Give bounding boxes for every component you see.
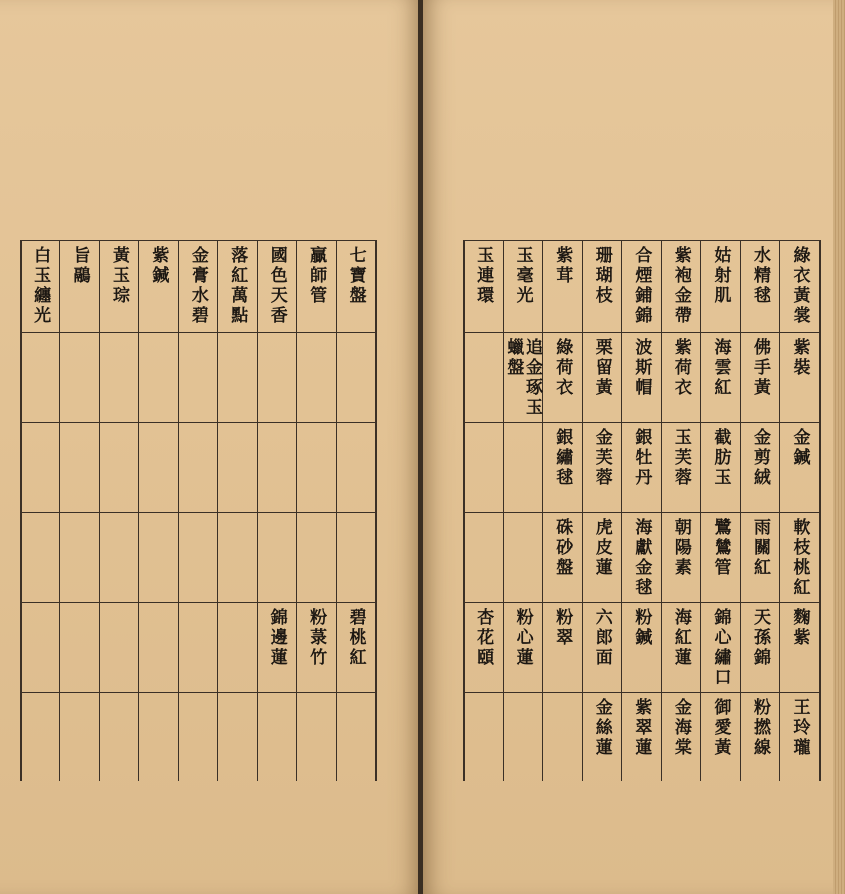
flower-name: 硃砂盤 [552, 518, 573, 578]
table-cell [503, 518, 543, 600]
table-cell [740, 428, 780, 510]
flower-name: 金膏水碧 [187, 246, 208, 326]
table-cell [621, 428, 661, 510]
table-cell [257, 338, 296, 420]
table-cell [542, 428, 582, 510]
page-edge [833, 0, 845, 894]
flower-name: 粉菉竹 [306, 608, 327, 668]
right-table [463, 240, 819, 781]
table-cell [336, 246, 375, 330]
table-cell [700, 338, 740, 420]
table-cell [740, 518, 780, 600]
flower-name: 紫鍼 [148, 246, 169, 286]
table-cell [99, 608, 138, 690]
table-cell [779, 246, 819, 330]
flower-name: 紫袍金帶 [670, 246, 691, 326]
table-cell [700, 518, 740, 600]
table-cell [217, 338, 256, 420]
table-cell [463, 518, 503, 600]
table-cell [621, 246, 661, 330]
table-cell [336, 518, 375, 600]
table-cell [621, 698, 661, 779]
table-cell [217, 698, 256, 779]
table-cell [336, 698, 375, 779]
table-cell [20, 428, 59, 510]
table-cell [661, 338, 701, 420]
table-cell [542, 608, 582, 690]
grid-horizontal-line [463, 692, 819, 693]
flower-name: 虎皮蓮 [591, 518, 612, 578]
table-cell [99, 246, 138, 330]
flower-name: 綠荷衣 [552, 338, 573, 398]
table-cell [178, 246, 217, 330]
table-cell [257, 608, 296, 690]
flower-name: 七寶盤 [345, 246, 366, 306]
table-cell [20, 698, 59, 779]
table-cell [621, 518, 661, 600]
table-cell [582, 608, 622, 690]
table-cell [296, 608, 335, 690]
table-cell [59, 428, 98, 510]
grid-horizontal-line [20, 602, 375, 603]
flower-name: 玉芙蓉 [670, 428, 691, 488]
grid-vertical-line [819, 240, 821, 781]
table-cell [296, 338, 335, 420]
table-cell [138, 608, 177, 690]
table-cell [59, 518, 98, 600]
table-cell [463, 698, 503, 779]
table-cell [542, 518, 582, 600]
grid-horizontal-line [463, 422, 819, 423]
flower-name: 麴紫 [789, 608, 810, 648]
flower-name: 錦邊蓮 [266, 608, 287, 668]
table-cell [99, 698, 138, 779]
table-cell [138, 428, 177, 510]
flower-name: 佛手黃 [749, 338, 770, 398]
flower-name: 海紅蓮 [670, 608, 691, 668]
table-cell [296, 428, 335, 510]
grid-horizontal-line [20, 512, 375, 513]
flower-name: 合煙鋪錦 [631, 246, 652, 326]
table-cell [20, 338, 59, 420]
table-cell [296, 698, 335, 779]
flower-name: 贏師管 [306, 246, 327, 306]
table-cell [217, 246, 256, 330]
table-cell [217, 608, 256, 690]
grid-vertical-line [375, 240, 377, 781]
table-cell [582, 246, 622, 330]
flower-name: 王玲瓏 [789, 698, 810, 758]
table-cell [503, 428, 543, 510]
table-cell [178, 428, 217, 510]
table-cell [20, 518, 59, 600]
table-cell [138, 246, 177, 330]
grid-horizontal-line [463, 602, 819, 603]
table-cell [779, 608, 819, 690]
flower-name: 錦心繡口 [710, 608, 731, 688]
grid-horizontal-line [463, 512, 819, 513]
flower-name: 紫翠蓮 [631, 698, 652, 758]
table-cell [463, 608, 503, 690]
table-cell [740, 338, 780, 420]
table-cell [542, 698, 582, 779]
table-cell [582, 338, 622, 420]
table-cell [59, 698, 98, 779]
table-cell [336, 428, 375, 510]
table-cell [503, 608, 543, 690]
flower-name: 水精毬 [749, 246, 770, 306]
table-cell [178, 338, 217, 420]
table-cell [503, 246, 543, 330]
table-cell [336, 338, 375, 420]
flower-name: 紫裝 [789, 338, 810, 378]
flower-name: 姑射肌 [710, 246, 731, 306]
flower-name: 軟枝桃紅 [789, 518, 810, 598]
flower-name: 六郎面 [591, 608, 612, 668]
table-cell [59, 246, 98, 330]
flower-name: 碧桃紅 [345, 608, 366, 668]
table-cell [296, 246, 335, 330]
left-page [0, 0, 420, 894]
flower-name: 粉鍼 [631, 608, 652, 648]
grid-horizontal-line [463, 240, 819, 241]
flower-name: 波斯帽 [631, 338, 652, 398]
flower-name: 銀繡毬 [552, 428, 573, 488]
flower-name: 玉連環 [473, 246, 494, 306]
grid-horizontal-line [20, 240, 375, 241]
flower-name: 天孫錦 [749, 608, 770, 668]
grid-horizontal-line [20, 692, 375, 693]
table-cell [661, 246, 701, 330]
flower-name: 杏花頤 [473, 608, 494, 668]
table-cell [99, 518, 138, 600]
flower-name: 海獻金毬 [631, 518, 652, 598]
table-cell [20, 608, 59, 690]
table-cell [779, 428, 819, 510]
flower-name: 銀牡丹 [631, 428, 652, 488]
table-cell [700, 698, 740, 779]
table-cell [503, 338, 543, 420]
grid-horizontal-line [20, 332, 375, 333]
table-cell [621, 338, 661, 420]
table-cell [217, 518, 256, 600]
table-cell [661, 698, 701, 779]
table-cell [700, 246, 740, 330]
table-cell [296, 518, 335, 600]
table-cell [740, 698, 780, 779]
table-cell [463, 338, 503, 420]
table-cell [138, 518, 177, 600]
table-cell [178, 608, 217, 690]
flower-name: 珊瑚枝 [591, 246, 612, 306]
flower-name: 金剪絨 [749, 428, 770, 488]
table-cell [138, 338, 177, 420]
table-cell [99, 428, 138, 510]
flower-name: 粉撚線 [749, 698, 770, 758]
flower-name: 國色天香 [266, 246, 287, 326]
flower-name: 紫荷衣 [670, 338, 691, 398]
table-cell [582, 698, 622, 779]
flower-name: 金絲蓮 [591, 698, 612, 758]
table-cell [463, 428, 503, 510]
flower-name: 黃玉琮 [108, 246, 129, 306]
flower-name: 朝陽素 [670, 518, 691, 578]
table-cell [779, 338, 819, 420]
flower-name: 御愛黃 [710, 698, 731, 758]
table-cell [700, 428, 740, 510]
table-cell [257, 246, 296, 330]
table-cell [217, 428, 256, 510]
table-cell [503, 698, 543, 779]
grid-horizontal-line [20, 422, 375, 423]
left-table [20, 240, 375, 781]
flower-name: 截肪玉 [710, 428, 731, 488]
table-cell [59, 338, 98, 420]
table-cell [661, 518, 701, 600]
table-cell [178, 698, 217, 779]
flower-name: 雨關紅 [749, 518, 770, 578]
flower-name: 粉心蓮 [512, 608, 533, 668]
table-cell [59, 608, 98, 690]
table-cell [138, 698, 177, 779]
table-cell [700, 608, 740, 690]
flower-name: 白玉纏光 [30, 246, 51, 326]
flower-name: 金芙蓉 [591, 428, 612, 488]
table-cell [582, 428, 622, 510]
table-cell [661, 428, 701, 510]
flower-name: 海雲紅 [710, 338, 731, 398]
flower-name: 金鍼 [789, 428, 810, 468]
flower-name: 旨鷊 [69, 246, 90, 286]
table-cell [178, 518, 217, 600]
flower-name: 鷺鷥管 [710, 518, 731, 578]
table-cell [257, 698, 296, 779]
table-cell [779, 698, 819, 779]
right-page [423, 0, 845, 894]
table-cell [779, 518, 819, 600]
flower-name: 落紅萬點 [227, 246, 248, 326]
table-cell [582, 518, 622, 600]
table-cell [740, 608, 780, 690]
table-cell [20, 246, 59, 330]
table-cell [99, 338, 138, 420]
table-cell [336, 608, 375, 690]
table-cell [257, 518, 296, 600]
flower-name: 綠衣黃裳 [789, 246, 810, 326]
table-cell [542, 246, 582, 330]
flower-name: 追金琢玉蠟盤 [503, 338, 542, 418]
flower-name: 粉翠 [552, 608, 573, 648]
table-cell [257, 428, 296, 510]
table-cell [661, 608, 701, 690]
table-cell [463, 246, 503, 330]
table-cell [740, 246, 780, 330]
flower-name: 玉毫光 [512, 246, 533, 306]
table-cell [621, 608, 661, 690]
table-cell [542, 338, 582, 420]
flower-name: 金海棠 [670, 698, 691, 758]
flower-name: 栗留黃 [591, 338, 612, 398]
grid-horizontal-line [463, 332, 819, 333]
flower-name: 紫茸 [552, 246, 573, 286]
